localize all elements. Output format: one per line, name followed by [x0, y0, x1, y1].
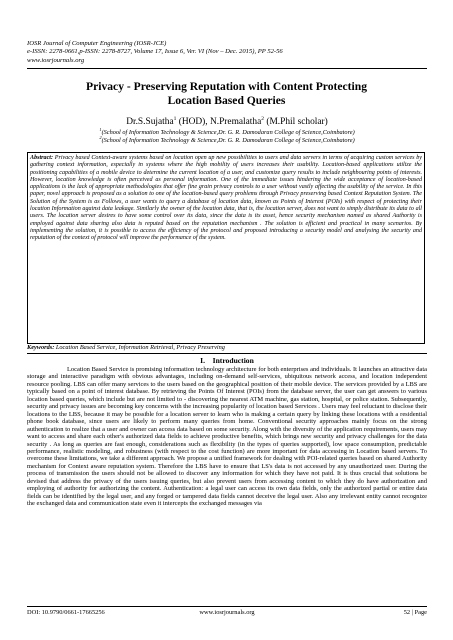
affiliation-2-text: (School of Information Technology & Science,Dr. G. R. Damodaran College of Science,Coimbatore) — [101, 137, 355, 145]
title-line-2: Location Based Queries — [167, 94, 286, 107]
section-title: Introduction — [212, 356, 254, 365]
keywords-label: Keywords: — [27, 344, 55, 351]
author-1-sup: 1 — [173, 116, 177, 122]
section-heading — [27, 356, 427, 365]
journal-website[interactable]: www.iosrjournals.org — [27, 56, 85, 64]
footer-website[interactable]: www.iosrjournals.org — [199, 609, 255, 616]
abstract-label: Abstract: — [30, 155, 54, 161]
author-2-name: N.Premalatha — [209, 117, 262, 128]
header-divider — [27, 68, 427, 69]
author-2-sup: 2 — [261, 116, 264, 122]
affiliation-2 — [27, 134, 427, 145]
introduction-body — [27, 366, 427, 588]
journal-name: IOSR Journal of Computer Engineering (IOSR-JCE) — [27, 40, 167, 47]
journal-issn: e-ISSN: 2278-0661,p-ISSN: 2278-8727, Volume 17, Issue 6, Ver. VI (Nov – Dec. 2015), PP 52-56 — [27, 48, 283, 56]
author-1-role: (HOD), — [176, 117, 210, 128]
affiliation-2-sup: 2 — [99, 135, 102, 140]
paper-title — [40, 80, 413, 108]
section-number: I. — [200, 356, 206, 365]
keywords-divider — [27, 353, 427, 354]
abstract-text: Privacy based Context-aware systems based on location open up new possibilities to users and data servers in terms of acquiring custom services by gathering context information, especially in systems where the high mobility of users increases their usability. Location-based applications utilize the positioning capabilities of a mobile device to determine the current location of a user, and customize query results to include neighbouring points of interests. However, location knowledge is often perceived as personal information. One of the immediate issues hindering the wide acceptance of location-based applications is the lack of appropriate methodologies that offer fine grain privacy controls to a user without vastly affecting the usability of the service. In this paper, novel approach is proposed as a solution to one of the location-based query problems through Privacy preserving based Context Reputation System. The Solution of the System is as Follows, a user wants to query a database of location data, known as Points of Interest (POIs) with respect of protecting their location Information against data leakage. Similarly the owner of the location data, that is, the location server, does not want to simply distribute its data to all users. The location server desires to have some control over its data, since the data is its asset, hence security mechanism named as shared Authority is employed against data sharing also data is reputed based on the reputation mechanism . The solution is efficient and practical in many scenarios. By implementing the solution, it is possible to access the efficiency of the protocol and proposed introducing a security model and analysing the security and reputation of the context of protocol will improve the performance of the system. — [30, 155, 422, 242]
author-2-role: (M.Phil scholar) — [264, 117, 328, 128]
abstract-box — [27, 152, 425, 344]
footer-doi: DOI: 10.9790/0661-17665256 — [27, 609, 105, 616]
affiliation-1-sup: 1 — [99, 127, 102, 132]
title-line-1: Privacy - Preserving Reputation with Content Protecting — [86, 80, 367, 93]
journal-header — [27, 40, 427, 65]
footer-divider — [27, 606, 427, 607]
footer-page-number: 52 | Page — [403, 609, 427, 616]
introduction-text: Location Based Service is promising information technology architecture for both enterprises and individuals. It launches an attractive data storage and interactive paradigm with obvious advantages, including on-demand self-services, ubiquitous network access, and location independent resource pooling. LBS can offer many services to the users based on the geographical position of their mobile device. The services provided by a LBS are typically based on a point of interest database. By retrieving the Points Of Interest (POIs) from the database server, the user can get answers to various location based queries, which include but are not limited to - discovering the nearest ATM machine, gas station, hospital, or police station. Subsequently, security and privacy issues are becoming key concerns with the increasing popularity of location based Services . Users may feel reluctant to disclose their locations to the LBS, because it may be possible for a location server to learn who is making a certain query by linking these locations with a residential phone book database, since users are likely to perform many queries from home. Conventional security approaches mainly focus on the strong authentication to realize that a user and owner can access data based on some security. Along with the diversity of the application requirements, users may want to access and share each other's authorized data fields to achieve productive benefits, which brings new security and privacy challenges for the data security . As long as queries are fast enough, considerations such as flexibility (in the types of queries supported), low space consumption, predictable performance, realistic modeling, and robustness (with respect to the cost function) are more important for data accessing in Location based servers. To overcome these limitations, we take a different approach. We propose a unified framework for dealing with POI-related queries based on shared Authority mechanism for Context aware reputation system. Therefore the LBS have to ensure that LS's data is not accessed by any unauthorized user. During the process of transmission the users should not be allowed to discover any information for which they have not paid. It is thus crucial that solutions be devised that address the privacy of the users issuing queries, but also prevent users from accessing content to which they do have authorization and employing of authority for authorizing the content. Authentication: a legal user can access its own data fields, only the authorized partial or entire data fields can be identified by the legal user, and any forged or tampered data fields cannot deceive the legal user. Also any irrelevant entity cannot recognize the exchanged data and communication state even it intercepts the exchanged messages via — [27, 366, 427, 508]
affiliation-1-text: (School of Information Technology & Science,Dr. G. R. Damodaran College of Science,Coimbatore) — [101, 129, 355, 137]
keywords — [27, 344, 427, 352]
author-1-name: Dr.S.Sujatha — [126, 117, 174, 128]
keywords-text: Location Based Service, Information Retrieval, Privacy Preserving — [54, 344, 225, 351]
